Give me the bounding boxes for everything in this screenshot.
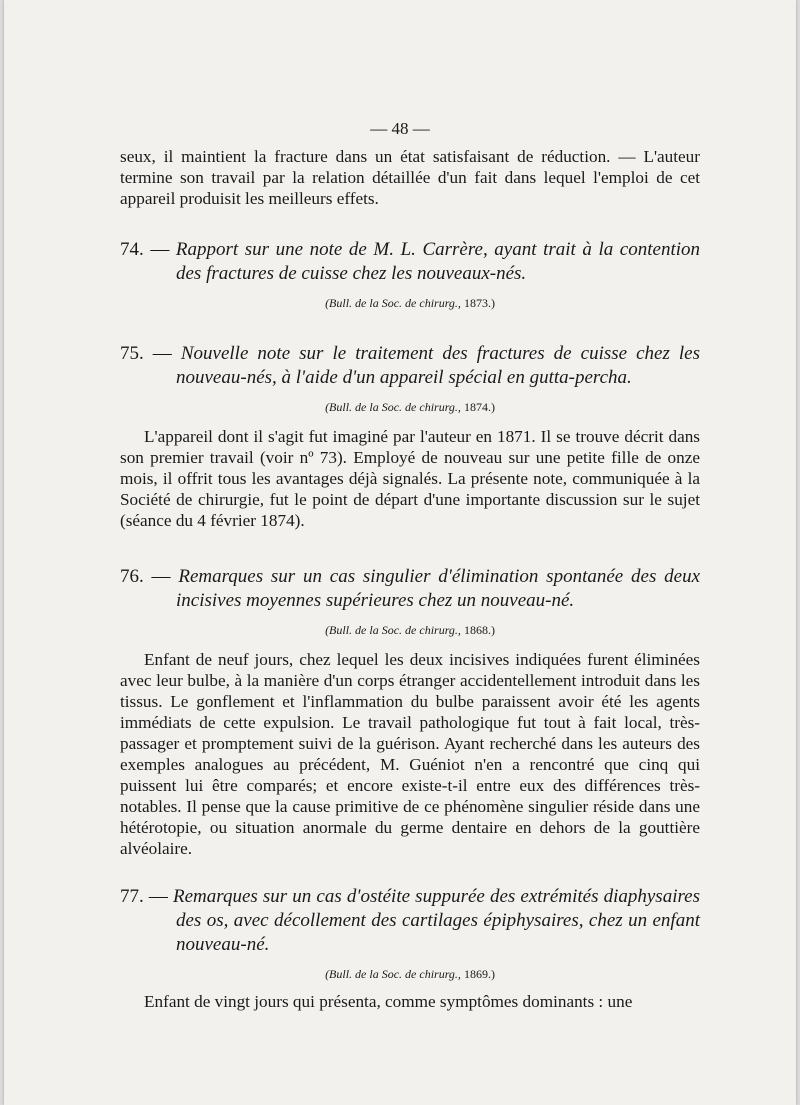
entry-75 bbox=[120, 342, 700, 531]
page-number: — 48 — bbox=[370, 119, 430, 138]
entry-title: Remarques sur un cas d'ostéite suppurée des extrémités diaphysaires des os, avec décollement des cartilages épiphysaires, chez un enfant nouveau-né. bbox=[173, 886, 700, 955]
source-journal: (Bull. de la Soc. de chirurg., bbox=[325, 400, 461, 414]
entry-source bbox=[120, 623, 700, 637]
entry-number: 76. — bbox=[120, 566, 171, 587]
entry-body: L'appareil dont il s'agit fut imaginé par l'auteur en 1871. Il se trouve décrit dans son premier travail (voir nº 73). Employé de nouveau sur une petite fille de onze mois, il offrit tous les avantages déjà signalés. La présente note, communiquée à la Société de chirurgie, fut le point de départ d'une importante discussion sur le sujet (séance du 4 février 1874). bbox=[120, 427, 700, 530]
entry-number: 74. — bbox=[120, 239, 170, 260]
entry-heading bbox=[120, 885, 700, 957]
entry-body: Enfant de neuf jours, chez lequel les deux incisives indiquées furent éliminées avec leur bulbe, à la manière d'un corps étranger accidentellement introduit dans les tissus. Le gonflement et l'inflammation du bulbe paraissent avoir été les agents immédiats de cette expulsion. Le travail pathologique fut tout à fait local, très-passager et promptement suivi de la guérison. Ayant recherché dans les auteurs des exemples analogues au précédent, M. Guéniot n'en a rencontré que cinq qui puissent lui être comparés; et encore existe-t-il entre eux des différences très-notables. Il pense que la cause primitive de ce phénomène singulier réside dans une hétérotopie, ou situation anormale du germe dentaire en dehors de la gouttière alvéolaire. bbox=[120, 650, 700, 858]
document-page bbox=[4, 0, 796, 1105]
entry-number: 77. — bbox=[120, 886, 168, 907]
entry-title: Remarques sur un cas singulier d'élimination spontanée des deux incisives moyennes supérieures chez un nouveau-né. bbox=[176, 566, 700, 611]
entry-source bbox=[120, 967, 700, 981]
source-journal: (Bull. de la Soc. de chirurg., bbox=[325, 967, 461, 981]
source-year: 1874.) bbox=[463, 400, 495, 414]
entry-title: Nouvelle note sur le traitement des fractures de cuisse chez les nouveau-nés, à l'aide d'un appareil spécial en gutta-percha. bbox=[176, 343, 701, 388]
source-year: 1873.) bbox=[463, 296, 495, 310]
entry-body: Enfant de vingt jours qui présenta, comme symptômes dominants : une bbox=[144, 992, 633, 1011]
entry-77 bbox=[120, 885, 700, 1012]
source-journal: (Bull. de la Soc. de chirurg., bbox=[325, 296, 461, 310]
entry-title: Rapport sur une note de M. L. Carrère, ayant trait à la contention des fractures de cuisse chez les nouveaux-nés. bbox=[175, 239, 701, 284]
entry-source bbox=[120, 296, 700, 310]
entry-number: 75. — bbox=[120, 343, 172, 364]
intro-paragraph: seux, il maintient la fracture dans un état satisfaisant de réduction. — L'auteur termine son travail par la relation détaillée d'un fait dans lequel l'emploi de cet appareil produisit les meilleurs effets. bbox=[120, 147, 700, 208]
source-journal: (Bull. de la Soc. de chirurg., bbox=[325, 623, 461, 637]
entry-heading bbox=[120, 342, 700, 390]
entry-76 bbox=[120, 565, 700, 859]
entry-heading bbox=[120, 238, 700, 286]
source-year: 1869.) bbox=[463, 967, 495, 981]
entry-74 bbox=[120, 238, 700, 310]
entry-source bbox=[120, 400, 700, 414]
source-year: 1868.) bbox=[463, 623, 495, 637]
entry-heading bbox=[120, 565, 700, 613]
